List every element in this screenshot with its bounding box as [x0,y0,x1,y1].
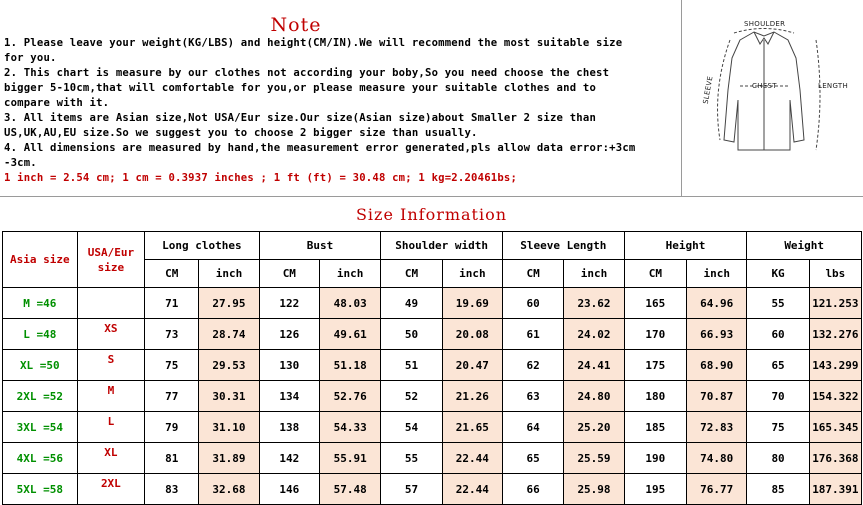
value-cell: 175 [624,350,686,381]
value-cell: 187.391 [809,474,861,505]
value-cell: 55 [747,288,809,319]
value-cell: 143.299 [809,350,861,381]
value-cell: 54 [381,412,442,443]
value-cell: 55 [381,443,442,474]
value-cell: 22.44 [442,474,502,505]
group-header: Sleeve Length [503,232,625,260]
value-cell: 24.02 [564,319,624,350]
value-cell: 65 [503,443,564,474]
value-cell: 29.53 [199,350,259,381]
group-header: Weight [747,232,862,260]
value-cell: 77 [145,381,199,412]
unit-conversion-text: 1 inch = 2.54 cm; 1 cm = 0.3937 inches ; 1 ft (ft) = 30.48 cm; 1 kg=2.20461bs; [4,172,518,184]
notes-panel [0,0,680,196]
value-cell: 51 [381,350,442,381]
value-cell: 19.69 [442,288,502,319]
value-cell: 70.87 [687,381,747,412]
note-title: Note [270,14,322,36]
value-cell: 134 [259,381,319,412]
value-cell: 64.96 [687,288,747,319]
unit-header: lbs [809,260,861,288]
unit-header: inch [319,260,380,288]
value-cell: 165.345 [809,412,861,443]
table-row [3,474,862,505]
asia-size-cell: XL =50 [3,350,78,381]
note-line: US,UK,AU,EU size.So we suggest you to choose 2 bigger size than usually. [4,127,478,139]
value-cell: 64 [503,412,564,443]
group-header: Shoulder width [381,232,503,260]
value-cell: 30.31 [199,381,259,412]
chest-label: CHEST [752,82,777,90]
length-label: LENGTH [818,82,849,90]
value-cell: 121.253 [809,288,861,319]
unit-header: CM [259,260,319,288]
value-cell: 185 [624,412,686,443]
value-cell: 176.368 [809,443,861,474]
value-cell: 63 [503,381,564,412]
sleeve-label: SLEEVE [701,75,715,105]
value-cell: 70 [747,381,809,412]
unit-header: CM [624,260,686,288]
table-row [3,288,862,319]
value-cell: 31.89 [199,443,259,474]
value-cell: 85 [747,474,809,505]
value-cell: 68.90 [687,350,747,381]
value-cell: 57.48 [319,474,380,505]
group-header: Height [624,232,747,260]
value-cell: 73 [145,319,199,350]
note-line: 2. This chart is measure by our clothes not according your boby,So you need choose the chest [4,67,610,79]
value-cell: 65 [747,350,809,381]
unit-header: CM [503,260,564,288]
value-cell: 76.77 [687,474,747,505]
value-cell: 190 [624,443,686,474]
group-header: Long clothes [145,232,260,260]
asia-size-header: Asia size [3,232,78,288]
value-cell: 122 [259,288,319,319]
value-cell: 22.44 [442,443,502,474]
value-cell: 20.08 [442,319,502,350]
usa-size-cell: XL [77,443,144,474]
value-cell: 66 [503,474,564,505]
table-row [3,443,862,474]
note-line: 1. Please leave your weight(KG/LBS) and height(CM/IN).We will recommend the most suitable size [4,37,623,49]
unit-header: inch [199,260,259,288]
size-info-title: Size Information [355,205,508,224]
value-cell: 20.47 [442,350,502,381]
value-cell: 71 [145,288,199,319]
usa-size-cell: L [77,412,144,443]
value-cell: 195 [624,474,686,505]
asia-size-cell: 4XL =56 [3,443,78,474]
value-cell: 170 [624,319,686,350]
value-cell: 60 [503,288,564,319]
value-cell: 31.10 [199,412,259,443]
value-cell: 50 [381,319,442,350]
usa-size-header: USA/Eur size [77,232,144,288]
value-cell: 52 [381,381,442,412]
table-row [3,350,862,381]
value-cell: 48.03 [319,288,380,319]
note-line: compare with it. [4,97,110,109]
value-cell: 154.322 [809,381,861,412]
note-line: 3. All items are Asian size,Not USA/Eur size.Our size(Asian size)about Smaller 2 size than [4,112,597,124]
note-line: bigger 5-10cm,that will comfortable for you,or please measure your suitable clothes and to [4,82,597,94]
value-cell: 79 [145,412,199,443]
usa-size-cell [77,288,144,319]
value-cell: 23.62 [564,288,624,319]
usa-size-cell: 2XL [77,474,144,505]
value-cell: 25.20 [564,412,624,443]
value-cell: 54.33 [319,412,380,443]
usa-size-cell: XS [77,319,144,350]
note-line: for you. [4,52,57,64]
value-cell: 52.76 [319,381,380,412]
value-cell: 165 [624,288,686,319]
group-header: Bust [259,232,381,260]
value-cell: 61 [503,319,564,350]
value-cell: 66.93 [687,319,747,350]
value-cell: 72.83 [687,412,747,443]
size-table [2,231,862,505]
shoulder-label: SHOULDER [744,20,786,28]
shirt-measurement-diagram [681,0,863,196]
value-cell: 81 [145,443,199,474]
unit-header: inch [564,260,624,288]
value-cell: 60 [747,319,809,350]
value-cell: 83 [145,474,199,505]
unit-header: KG [747,260,809,288]
value-cell: 55.91 [319,443,380,474]
value-cell: 126 [259,319,319,350]
table-row [3,319,862,350]
value-cell: 80 [747,443,809,474]
value-cell: 180 [624,381,686,412]
value-cell: 27.95 [199,288,259,319]
value-cell: 21.26 [442,381,502,412]
asia-size-cell: 2XL =52 [3,381,78,412]
value-cell: 57 [381,474,442,505]
value-cell: 28.74 [199,319,259,350]
value-cell: 49 [381,288,442,319]
value-cell: 25.59 [564,443,624,474]
value-cell: 130 [259,350,319,381]
value-cell: 146 [259,474,319,505]
asia-size-cell: L =48 [3,319,78,350]
asia-size-cell: 5XL =58 [3,474,78,505]
note-line: -3cm. [4,157,37,169]
value-cell: 132.276 [809,319,861,350]
value-cell: 25.98 [564,474,624,505]
asia-size-cell: M =46 [3,288,78,319]
value-cell: 138 [259,412,319,443]
unit-header: inch [442,260,502,288]
value-cell: 49.61 [319,319,380,350]
value-cell: 74.80 [687,443,747,474]
unit-header: CM [381,260,442,288]
value-cell: 75 [747,412,809,443]
value-cell: 21.65 [442,412,502,443]
value-cell: 32.68 [199,474,259,505]
table-header-row [3,232,862,260]
usa-size-cell: M [77,381,144,412]
unit-header: CM [145,260,199,288]
note-line: 4. All dimensions are measured by hand,the measurement error generated,pls allow data error:+3cm [4,142,636,154]
value-cell: 75 [145,350,199,381]
unit-header: inch [687,260,747,288]
table-row [3,412,862,443]
value-cell: 24.80 [564,381,624,412]
asia-size-cell: 3XL =54 [3,412,78,443]
table-row [3,381,862,412]
value-cell: 62 [503,350,564,381]
value-cell: 24.41 [564,350,624,381]
divider [0,196,863,197]
value-cell: 142 [259,443,319,474]
value-cell: 51.18 [319,350,380,381]
usa-size-cell: S [77,350,144,381]
